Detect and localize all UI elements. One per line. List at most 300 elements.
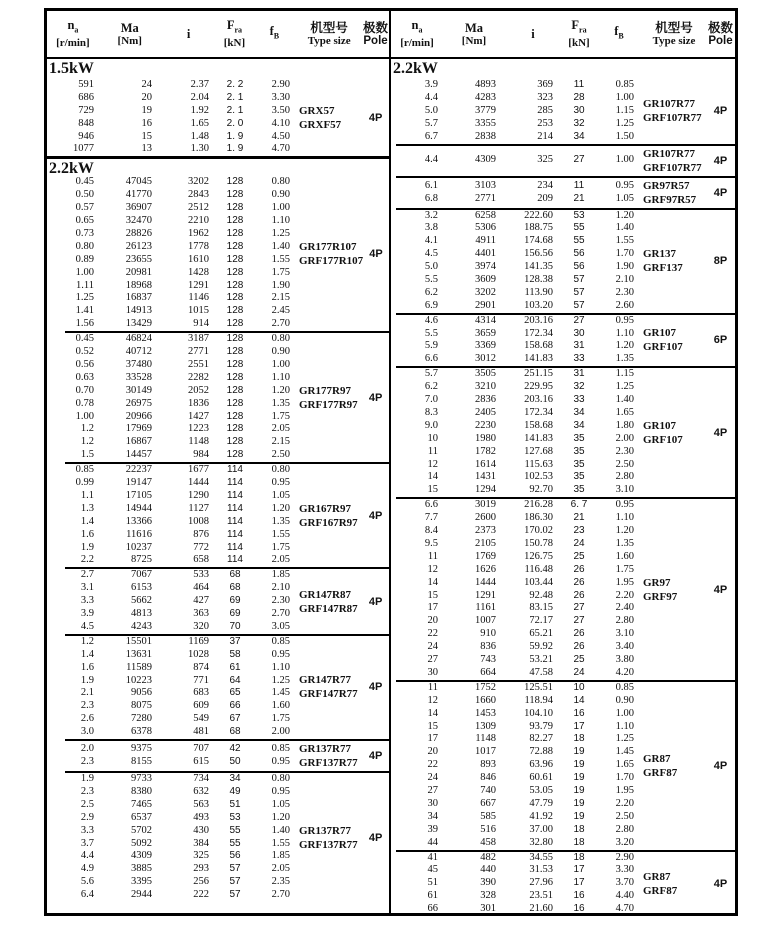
table-row [47,423,297,436]
cell-service-factor: 2.15 [271,436,290,448]
cell-ratio: 103.20 [524,299,553,311]
cell-radial-force: 57 [573,299,585,311]
cell-torque: 8380 [131,786,152,797]
table-row [391,154,641,167]
table-row [391,721,641,734]
cell-service-factor: 0.95 [271,648,290,660]
spec-rows [391,180,641,206]
cell-speed: 4.5 [80,620,94,632]
cell-torque: 40712 [125,346,152,358]
cell-torque: 18968 [125,279,152,291]
cell-speed: 0.56 [75,359,94,371]
type-size-line: GR137R77 [299,824,351,837]
cell-torque: 3369 [475,340,496,352]
spec-rows [391,368,641,497]
spec-block [391,79,735,144]
cell-radial-force: 19 [573,810,585,822]
cell-service-factor: 0.85 [615,681,634,693]
cell-service-factor: 1.25 [615,117,634,129]
cell-torque: 14944 [125,502,152,514]
spec-block [391,499,735,680]
cell-torque: 7280 [131,713,152,725]
cell-ratio: 32.80 [529,836,553,848]
cell-service-factor: 4.70 [271,143,290,155]
cell-ratio: 2052 [188,384,209,396]
cell-service-factor: 0.80 [271,176,290,188]
cell-speed: 1.5 [80,449,94,461]
header-unit: Pole [363,34,388,47]
cell-radial-force: 18 [573,851,585,863]
cell-radial-force: 51 [229,798,241,810]
table-row [391,824,641,837]
cell-ratio: 984 [193,449,209,461]
cell-radial-force: 114 [227,502,243,514]
cell-service-factor: 1.10 [615,720,634,732]
cell-torque: 19147 [125,477,152,489]
cell-torque: 26975 [125,397,152,409]
cell-radial-force: 33 [573,353,585,365]
cell-ratio: 41.92 [529,810,553,822]
cell-torque: 3505 [475,368,496,380]
cell-torque: 20981 [125,266,152,278]
table-row [391,525,641,538]
cell-radial-force: 67 [229,713,241,725]
cell-radial-force: 64 [229,674,241,686]
cell-ratio: 150.78 [524,538,553,550]
cell-radial-force: 53 [229,811,241,823]
cell-speed: 6.6 [424,499,438,511]
type-size-line: GR87 [643,870,671,883]
spec-block [47,333,389,462]
right-table [391,11,735,913]
cell-radial-force: 35 [573,432,585,444]
cell-radial-force: 68 [229,582,241,594]
cell-ratio: 493 [193,811,209,823]
cell-torque: 9375 [131,743,152,755]
cell-speed: 3.9 [80,608,94,620]
type-size-line: GR137 [643,248,676,261]
cell-radial-force: 21 [573,192,585,204]
cell-service-factor: 2.20 [615,797,634,809]
spec-rows [391,315,641,367]
cell-radial-force: 57 [573,286,585,298]
table-row [391,407,641,420]
cell-speed: 2.7 [80,569,94,581]
cell-speed: 3.3 [80,824,94,836]
table-row [391,287,641,300]
cell-service-factor: 2.10 [615,273,634,285]
spec-block [391,178,735,208]
cell-speed: 51 [427,877,438,889]
cell-torque: 743 [480,654,496,666]
cell-service-factor: 2.30 [615,286,634,298]
cell-radial-force: 16 [573,707,585,719]
cell-torque: 47045 [125,176,152,188]
cell-service-factor: 0.80 [271,773,290,785]
cell-speed: 0.57 [75,202,94,214]
cell-speed: 591 [78,79,94,91]
cell-service-factor: 0.80 [271,333,290,345]
cell-radial-force: 128 [226,346,244,358]
power-section-label: 2.2kW [47,156,389,176]
cell-speed: 24 [427,772,438,784]
table-row [391,484,641,497]
cell-speed: 14 [427,707,438,719]
cell-torque: 22237 [125,464,152,476]
cell-speed: 6.7 [424,130,438,142]
cell-radial-force: 128 [226,449,244,461]
cell-ratio: 1148 [188,436,209,448]
cell-speed: 6.6 [424,353,438,365]
table-row [47,267,297,280]
type-size-line: GRF107 [643,341,683,354]
cell-ratio: 1015 [188,305,209,317]
cell-service-factor: 4.70 [615,903,634,913]
cell-radial-force: 31 [573,340,585,352]
cell-torque: 15 [141,130,152,142]
table-row [47,649,297,662]
cell-ratio: 127.68 [524,445,553,457]
cell-radial-force: 19 [573,785,585,797]
cell-speed: 0.80 [75,240,94,252]
cell-service-factor: 1.00 [271,202,290,214]
table-row [47,359,297,372]
pole-value: 4P [368,681,383,694]
table-row [47,92,297,105]
cell-ratio: 141.83 [524,353,553,365]
cell-torque: 24 [141,79,152,91]
cell-radial-force: 128 [226,436,244,448]
cell-service-factor: 1.00 [615,91,634,103]
spec-block [391,682,735,850]
spec-block [47,176,389,331]
cell-speed: 0.70 [75,384,94,396]
table-row [47,713,297,726]
cell-service-factor: 1.10 [615,512,634,524]
type-size-line: GRX57 [299,104,335,117]
cell-ratio: 1.92 [190,104,209,116]
cell-radial-force: 128 [226,240,244,252]
cell-speed: 14 [427,471,438,483]
cell-radial-force: 128 [226,359,244,371]
cell-ratio: 707 [193,743,209,755]
cell-ratio: 533 [193,569,209,581]
type-size [641,576,707,604]
cell-radial-force: 31 [573,368,585,380]
right-header [391,11,735,59]
cell-torque: 3019 [475,499,496,511]
cell-speed: 3.3 [80,595,94,607]
cell-radial-force: 65 [229,687,241,699]
cell-radial-force: 57 [229,876,241,888]
cell-ratio: 188.75 [524,222,553,234]
cell-torque: 1660 [475,694,496,706]
cell-speed: 0.50 [75,189,94,201]
cell-torque: 6537 [131,811,152,823]
cell-radial-force: 19 [573,746,585,758]
cell-speed: 1.25 [75,292,94,304]
cell-torque: 1007 [475,615,496,627]
cell-radial-force: 33 [573,394,585,406]
table-row [47,812,297,825]
cell-radial-force: 56 [573,261,585,273]
cell-service-factor: 1.70 [615,248,634,260]
cell-ratio: 83.15 [529,602,553,614]
cell-speed: 14 [427,576,438,588]
cell-service-factor: 1.20 [615,209,634,221]
cell-service-factor: 0.85 [615,79,634,91]
cell-radial-force: 19 [573,797,585,809]
cell-speed: 12 [427,694,438,706]
type-size-line: GRF87 [643,884,678,897]
cell-torque: 11616 [126,528,152,540]
spec-rows [391,499,641,679]
cell-speed: 27 [427,654,438,666]
type-size [641,419,707,447]
cell-ratio: 209 [537,192,553,204]
cell-speed: 6.2 [424,286,438,298]
table-row [391,628,641,641]
cell-torque: 4283 [475,91,496,103]
table-row [47,542,297,555]
cell-ratio: 126.75 [524,550,553,562]
type-size [641,97,707,125]
cell-torque: 667 [480,797,496,809]
cell-service-factor: 2.50 [615,810,634,822]
cell-radial-force: 30 [573,104,585,116]
cell-torque: 2836 [475,394,496,406]
cell-ratio: 734 [193,773,209,785]
cell-torque: 4893 [475,79,496,91]
cell-torque: 8155 [131,756,152,768]
cell-ratio: 115.63 [524,458,553,470]
cell-speed: 4.1 [424,235,438,247]
cell-ratio: 2771 [188,346,209,358]
cell-ratio: 1836 [188,397,209,409]
cell-speed: 3.0 [80,726,94,738]
cell-speed: 5.6 [80,876,94,888]
cell-service-factor: 2.70 [271,889,290,901]
cell-ratio: 874 [193,661,209,673]
col-header-ratio [505,27,561,41]
cell-radial-force: 26 [573,641,585,653]
cell-ratio: 92.70 [529,484,553,496]
cell-service-factor: 2.60 [615,299,634,311]
cell-torque: 13 [141,143,152,155]
col-header-speed [391,18,443,51]
cell-service-factor: 1.75 [271,541,290,553]
cell-ratio: 102.53 [524,471,553,483]
cell-torque: 440 [480,864,496,876]
cell-service-factor: 1.85 [271,850,290,862]
cell-speed: 17 [427,733,438,745]
table-row [391,92,641,105]
type-size [297,824,362,852]
table-row [391,852,641,865]
header-symbol: $f_B$ [269,24,280,41]
cell-torque: 11589 [126,661,152,673]
table-row [391,79,641,92]
cell-ratio: 251.15 [524,368,553,380]
cell-ratio: 2210 [188,215,209,227]
cell-service-factor: 1.25 [615,733,634,745]
cell-speed: 1.56 [75,318,94,330]
cell-radial-force: 2. 1 [226,104,244,116]
spec-block [47,464,389,567]
type-size-line: GRF137R77 [299,838,358,851]
col-header-radial-force [561,18,597,51]
cell-ratio: 1290 [188,490,209,501]
table-row [391,903,641,913]
table-row [391,210,641,223]
cell-speed: 4.4 [424,154,438,166]
cell-service-factor: 1.90 [615,261,634,273]
cell-service-factor: 1.75 [615,563,634,575]
table-row [391,615,641,628]
cell-speed: 1.9 [80,773,94,785]
table-row [47,477,297,490]
table-row [391,340,641,353]
pole-value: 4P [713,105,728,118]
table-row [47,595,297,608]
cell-service-factor: 1.35 [615,353,634,365]
cell-torque: 1444 [475,576,496,588]
cell-service-factor: 2.80 [615,823,634,835]
cell-radial-force: 2. 0 [226,117,244,129]
cell-service-factor: 3.50 [271,104,290,116]
pole-value: 4P [368,391,383,404]
header-unit: [r/min] [400,37,434,50]
left-table [47,11,391,913]
cell-service-factor: 1.55 [271,528,290,540]
cell-torque: 5662 [131,595,152,607]
pole-value: 4P [368,595,383,608]
cell-radial-force: 16 [573,903,585,913]
cell-service-factor: 2.70 [271,318,290,330]
cell-speed: 22 [427,628,438,640]
table-row [47,202,297,215]
cell-service-factor: 1.20 [615,525,634,537]
cell-torque: 4813 [131,608,152,620]
cell-service-factor: 1.00 [271,359,290,371]
cell-torque: 6153 [131,582,152,594]
table-row [391,538,641,551]
cell-service-factor: 1.10 [271,371,290,383]
cell-service-factor: 1.60 [615,550,634,562]
cell-ratio: 1169 [188,635,209,647]
cell-radial-force: 128 [226,215,244,227]
header-symbol: $n_a$ [67,17,79,35]
type-size-line: GRF177R107 [299,254,364,267]
type-size-line: GR137R77 [299,743,351,756]
cell-speed: 12 [427,458,438,470]
cell-radial-force: 14 [573,694,585,706]
cell-service-factor: 2.45 [271,305,290,317]
cell-speed: 17 [427,602,438,614]
cell-ratio: 156.56 [524,248,553,260]
type-size [297,384,362,412]
cell-radial-force: 49 [229,786,241,797]
type-size-line: GR147R77 [299,674,351,687]
cell-service-factor: 2.05 [271,554,290,566]
table-row [47,529,297,542]
cell-torque: 16867 [125,436,152,448]
cell-ratio: 59.92 [529,641,553,653]
cell-service-factor: 1.15 [615,368,634,380]
cell-ratio: 82.27 [529,733,553,745]
cell-radial-force: 61 [229,661,241,673]
type-size-line: GR147R87 [299,588,351,601]
spec-rows [47,773,297,902]
cell-radial-force: 114 [227,477,243,489]
cell-radial-force: 53 [573,209,585,221]
table-row [391,772,641,785]
cell-speed: 946 [78,130,94,142]
cell-torque: 3659 [475,327,496,339]
type-size [641,870,707,898]
col-header-service-factor [597,24,641,44]
cell-radial-force: 34 [229,773,241,785]
cell-ratio: 549 [193,713,209,725]
table-row [47,143,297,156]
type-size-line: GRF147R77 [299,688,358,701]
cell-speed: 0.85 [75,464,94,476]
cell-radial-force: 128 [226,279,244,291]
cell-torque: 1291 [475,589,496,601]
cell-radial-force: 17 [573,864,585,876]
type-size-line: GR107 [643,419,676,432]
cell-service-factor: 1.95 [615,785,634,797]
cell-ratio: 2512 [188,202,209,214]
cell-radial-force: 24 [573,538,585,550]
cell-ratio: 172.34 [524,327,553,339]
cell-service-factor: 4.10 [271,117,290,129]
cell-service-factor: 1.40 [615,394,634,406]
cell-speed: 0.65 [75,215,94,227]
cell-speed: 0.73 [75,228,94,239]
cell-radial-force: 55 [573,235,585,247]
cell-service-factor: 2.40 [615,602,634,614]
cell-speed: 4.5 [424,248,438,260]
cell-service-factor: 0.95 [615,179,634,191]
cell-service-factor: 2.20 [615,589,634,601]
cell-speed: 20 [427,746,438,758]
cell-torque: 2230 [475,419,496,431]
left-header [47,11,389,59]
pole-value: 4P [368,509,383,522]
cell-service-factor: 4.40 [615,890,634,902]
cell-torque: 16 [141,117,152,129]
cell-radial-force: 19 [573,772,585,784]
table-row [391,733,641,746]
cell-radial-force: 21 [573,512,585,524]
cell-radial-force: 55 [229,824,241,836]
header-unit: [kN] [568,37,590,50]
table-row [47,726,297,739]
cell-service-factor: 1.00 [615,707,634,719]
cell-radial-force: 2. 2 [226,79,244,91]
pole-value: 6P [713,334,728,347]
cell-radial-force: 26 [573,628,585,640]
cell-torque: 1148 [475,733,496,745]
table-row [391,261,641,274]
cell-speed: 6.8 [424,192,438,204]
cell-service-factor: 3.20 [615,836,634,848]
cell-service-factor: 1.45 [271,687,290,699]
cell-torque: 7465 [131,798,152,810]
cell-service-factor: 1.00 [615,154,634,166]
cell-torque: 32470 [125,215,152,227]
